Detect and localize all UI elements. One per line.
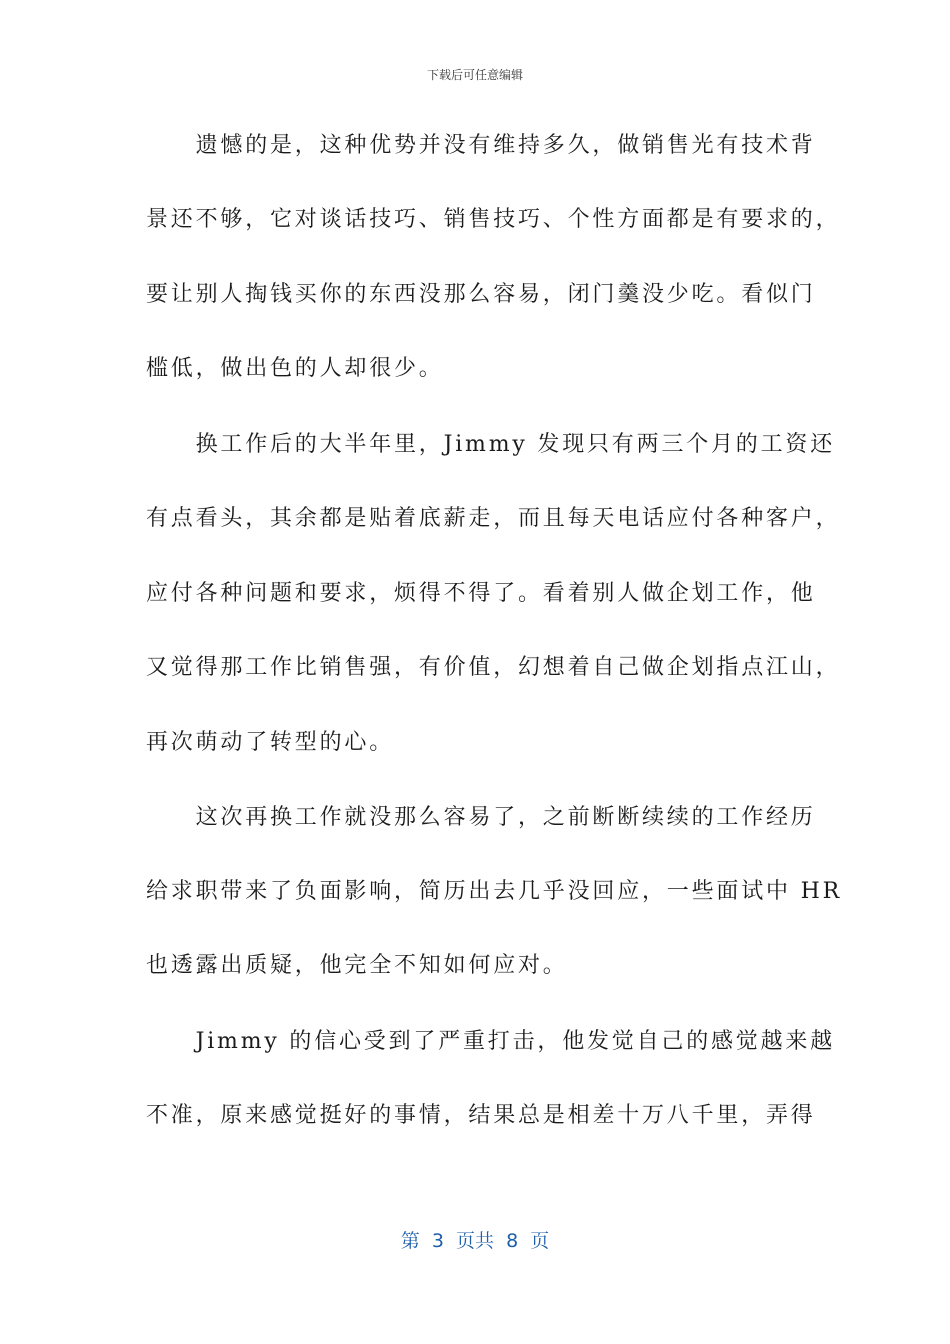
page-header: 下载后可任意编辑 (426, 68, 523, 82)
body-line: 又觉得那工作比销售强，有价值，幻想着自己做企划指点江山， (146, 655, 841, 680)
body-line: Jimmy 的信心受到了严重打击，他发觉自己的感觉越来越 (146, 1029, 836, 1054)
body-line: 换工作后的大半年里，Jimmy 发现只有两三个月的工资还 (146, 432, 836, 457)
body-line: 要让别人掏钱买你的东西没那么容易，闭门羹没少吃。看似门 (146, 282, 816, 307)
body-line: 再次萌动了转型的心。 (146, 730, 395, 755)
body-line: 给求职带来了负面影响，简历出去几乎没回应，一些面试中 HR (146, 879, 842, 904)
page-number-footer: 第 3 页共 8 页 (400, 1230, 550, 1252)
body-line: 不准，原来感觉挺好的事情，结果总是相差十万八千里，弄得 (146, 1103, 816, 1128)
body-line: 遗憾的是，这种优势并没有维持多久，做销售光有技术背 (146, 133, 816, 158)
body-line: 槛低，做出色的人却很少。 (146, 356, 444, 381)
body-line: 应付各种问题和要求，烦得不得了。看着别人做企划工作，他 (146, 581, 816, 606)
body-line: 有点看头，其余都是贴着底薪走，而且每天电话应付各种客户， (146, 506, 841, 531)
body-line: 也透露出质疑，他完全不知如何应对。 (146, 953, 568, 978)
body-line: 景还不够，它对谈话技巧、销售技巧、个性方面都是有要求的， (146, 207, 841, 232)
body-line: 这次再换工作就没那么容易了，之前断断续续的工作经历 (146, 805, 816, 830)
